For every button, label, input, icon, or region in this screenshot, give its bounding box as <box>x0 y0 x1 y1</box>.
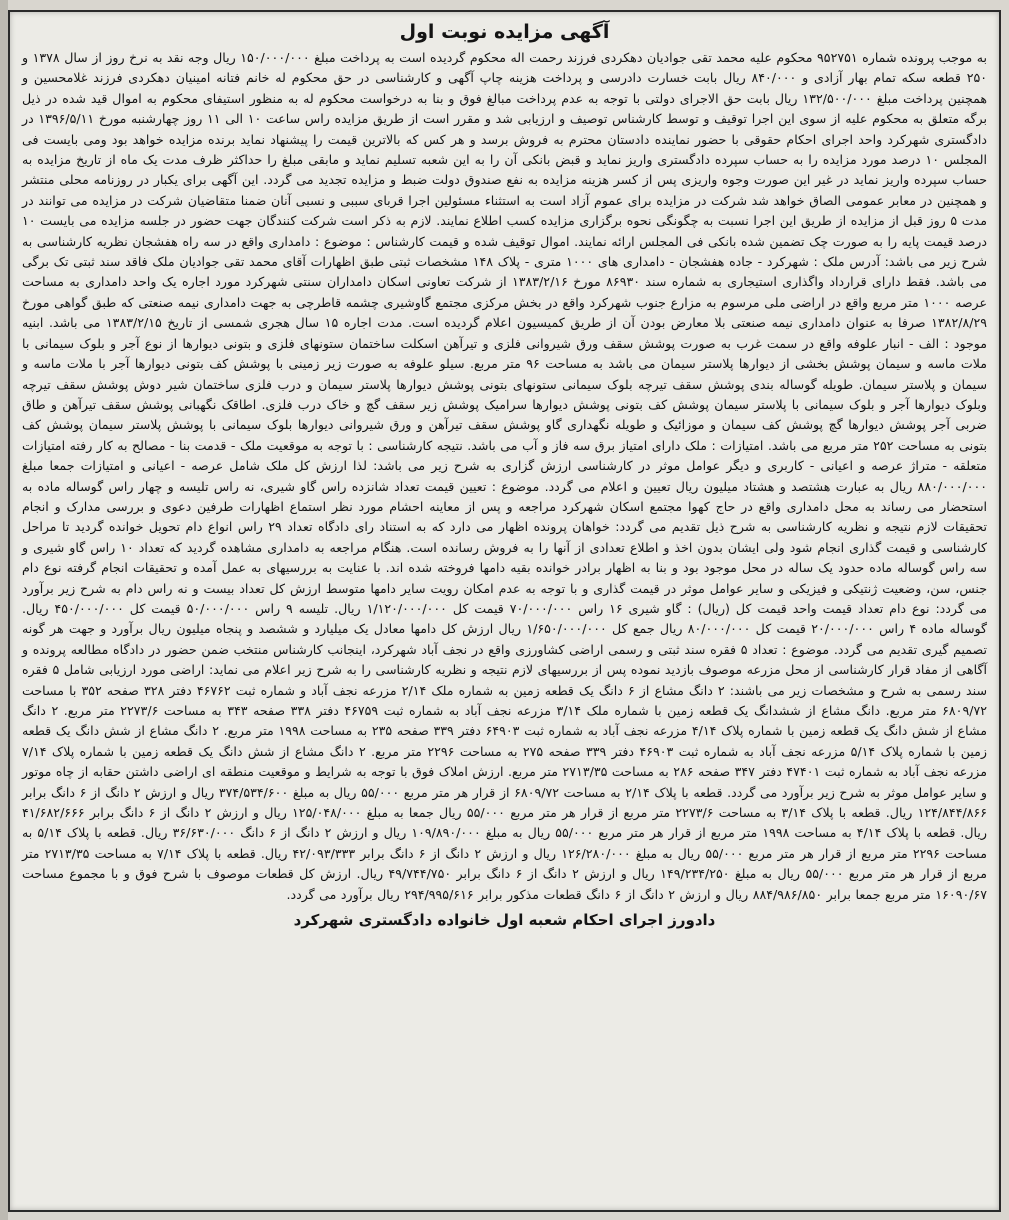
notice-signature: دادورز اجرای احکام شعبه اول خانواده دادگستری شهرکرد <box>293 911 716 930</box>
scan-edge <box>0 0 8 1220</box>
notice-title: آگهی مزایده نوبت اول <box>399 21 610 43</box>
auction-notice <box>8 10 1001 1212</box>
notice-body: به موجب پرونده شماره ۹۵۲۷۵۱ محکوم علیه محمد تقی جوادیان دهکردی فرزند رحمت اله محکوم گردیده است به پرداخت مبلغ ۱۵۰/۰۰۰/۰۰۰ ریال وجه نقد به نرخ روز از سال ۱۳۷۸ و ۲۵۰ قطعه سکه تمام بهار آزادی و ۸۴۰/۰۰۰ ریال بابت خسارت دادرسی و پرداخت هزینه چاپ آگهی و کارشناسی در حق محکوم له خانم فتانه امینیان دهکردی فرزند غلامحسین و همچنین پرداخت مبلغ ۱۳۲/۵۰۰/۰۰۰ ریال بابت حق الاجرای دولتی با توجه به عدم پرداخت مبالغ فوق و بنا به درخواست محکوم له به منظور استیفای محکوم به اموال قید شده در ذیل برگه متعلق به محکوم علیه از سوی این اجرا توقیف و توسط کارشناس توصیف و ارزیابی شد و مقرر است از طریق مزایده راس ساعت ۱۰ الی ۱۱ روز چهارشنبه مورخ ۱۳۹۶/۵/۱۱ در دادگستری شهرکرد واحد اجرای احکام حقوقی با حضور نماینده دادستان محترم به فروش برسد و هر کس که بالاترین قیمت را پیشنهاد نماید برنده مزایده خواهد بود ومی بایست فی المجلس ۱۰ درصد مورد مزایده را به حساب سپرده دادگستری واریز نماید و قبض بانکی آن را به این شعبه تسلیم نماید و مابقی مبلغ را حداکثر ظرف مدت یک ماه از تاریخ مزایده به حساب سپرده واریز نماید در غیر این صورت وجوه واریزی پس از کسر هزینه مزایده به نفع صندوق دولت ضبط و مزایده تجدید می گردد. این آگهی برای یکبار در روزنامه محلی منتشر و همچنین در معابر عمومی الصاق خواهد شد شرکت در مزایده برای عموم آزاد است به استثناء مسئولین اجرا قربای سببی و نسبی آنان ضمنا متقاضیان شرکت در مزایده می توانند در مدت ۵ روز قبل از مزایده از طریق این اجرا نسبت به چگونگی نحوه برگزاری مزایده کسب اطلاع نمایند. لازم به ذکر است شرکت کنندگان جهت حضور در جلسه مزایده می بایست ۱۰ درصد قیمت پایه را به صورت چک تضمین شده بانکی فی المجلس ارائه نمایند. اموال توقیف شده و قیمت کارشناس : موضوع : دامداری واقع در سه راه هفشجان نظریه کارشناسی به شرح زیر می باشد: آدرس ملک : شهرکرد - جاده هفشجان - دامداری های ۱۰۰۰ متری - پلاک ۱۴۸ مشخصات ثبتی طبق اظهارات آقای محمد تقی جوادیان ملک فاقد سند ثبتی تک برگی می باشد. فقط دارای قرارداد واگذاری استیجاری به شماره سند ۸۶۹۳۰ مورخ ۱۳۸۳/۲/۱۶ از شرکت تعاونی اسکان دامداران سنتی شهرکرد مورد اجاره یک واحد دامداری به مساحت عرصه ۱۰۰۰ متر مربع واقع در اراضی ملی مرسوم به مزارع جنوب شهرکرد واقع در بخش مرکزی مجتمع گاوشیری چشمه قاطرچی به جهت دامداری نیمه صنعتی که طبق گواهی مورخ ۱۳۸۲/۸/۲۹ صرفا به عنوان دامداری نیمه صنعتی بلا معارض بودن آن از طریق کمیسیون اعلام گردیده است. مدت اجاره ۱۵ سال هجری شمسی از تاریخ ۱۳۸۳/۲/۱۵ می باشد. ابنیه موجود : الف - انبار علوفه واقع در سمت غرب به صورت پوشش سقف ورق شیروانی فلزی و تیرآهن اسکلت ساختمان ستونهای فلزی و بتونی دیوارها از نوع آجر و بلوک سیمانی با ملات ماسه و سیمان پوشش بخشی از دیوارها پلاستر سیمان می باشد به مساحت ۹۶ متر مربع. سیلو علوفه به صورت زیر زمینی با پوشش کف بتونی دیوارها آجر با ملات ماسه و سیمان و پلاستر سیمان. طویله گوساله بندی پوشش سقف تیرچه بلوک سیمانی ستونهای بتونی پوشش دیوارها پلاستر سیمان و درب فلزی ساختمان شیر دوش پوشش سقف تیرچه وبلوک دیوارها آجر و بلوک سیمانی با پلاستر سیمان پوشش کف بتونی پوشش دیوارها سرامیک پوشش زیر سقف گچ و خاک درب فلزی. اطاقک نگهبانی پوشش سقف تیرآهن و طاق ضربی آجر پوشش دیوارها گچ پوشش کف سیمان و موزائیک و طویله نگهداری گاو پوشش سقف تیرآهن و ورق شیروانی دیوارها بلوک سیمانی با پوشش پلاستر سیمان پوشش کف بتونی به مساحت ۲۵۲ متر مربع می باشد. امتیازات : ملک دارای امتیاز برق سه فاز و آب می باشد. نتیجه کارشناسی : با توجه به موقعیت ملک - قدمت بنا - مصالح به کار رفته امتیازات متعلقه - متراژ عرصه و اعیانی - کاربری و دیگر عوامل موثر در کارشناسی ارزش گزاری به شرح زیر می باشد: لذا ارزش کل ملک شامل عرصه - اعیانی و امتیازات جمعا مبلغ ۸۸۰/۰۰۰/۰۰۰ ریال به عبارت هشتصد و هشتاد میلیون ریال تعیین و اعلام می گردد. موضوع : تعیین قیمت تعداد شانزده راس گاو شیری، نه راس تلیسه و چهار راس گوساله ماده به استحضار می رساند به محل دامداری واقع در حاج کهوا مجتمع اسکان شهرکرد مراجعه و پس از معاینه احشام مورد نظر استماع اظهارات طرفین دعوی و بررسی مدارک و انجام تحقیقات لازم نتیجه و نظریه کارشناسی به شرح ذیل تقدیم می گردد: خواهان پرونده اظهار می دارد که به استناد رای دادگاه تعداد ۲۹ راس انواع دام تحویل خوانده گردید تا مراحل کارشناسی و قیمت گذاری انجام شود ولی ایشان بدون اخذ و اطلاع تعدادی از آنها را به فروش رسانده است. هنگام مراجعه به دامداری مشاهده گردید که تعداد ۱۰ راس گاو شیری و سه راس گوساله ماده حدود یک ساله در محل موجود بود و بنا به اظهار برادر خوانده بقیه دامها فروخته شده اند. با عنایت به بررسیهای به عمل آمده و تحقیقات انجام گرفته نوع دام جنس، سن، وضعیت ژنتیکی و فیزیکی و سایر عوامل موثر در قیمت گذاری و با توجه به عدم امکان رویت سایر دامها متوسط ارزش کل تعداد بیست و نه راس دام به شرح زیر برآورد می گردد: نوع دام تعداد قیمت واحد قیمت کل (ریال) : گاو شیری ۱۶ راس ۷۰/۰۰۰/۰۰۰ قیمت کل ۱/۱۲۰/۰۰۰/۰۰۰ ریال. تلیسه ۹ راس ۵۰/۰۰۰/۰۰۰ قیمت کل ۴۵۰/۰۰۰/۰۰۰ ریال. گوساله ماده ۴ راس ۲۰/۰۰۰/۰۰۰ قیمت کل ۸۰/۰۰۰/۰۰۰ ریال جمع کل ۱/۶۵۰/۰۰۰/۰۰۰ ریال ارزش کل دامها معادل یک میلیارد و ششصد و پنجاه میلیون ریال برآورد و جهت هر گونه تصمیم گیری تقدیم می گردد. موضوع : تعداد ۵ فقره سند ثبتی و رسمی اراضی کشاورزی واقع در نجف آباد شهرکرد، اینجانب کارشناس منتخب ضمن حضور در دادگاه مطالعه پرونده و آگاهی از مفاد قرار کارشناسی از محل مزرعه موصوف بازدید نموده پس از بررسیهای لازم نتیجه و نظریه کارشناسی را به شرح زیر اعلام می نماید: اراضی مورد ارزیابی شامل ۵ فقره سند رسمی به شرح و مشخصات زیر می باشند: ۲ دانگ مشاع از ۶ دانگ یک قطعه زمین به شماره ملک ۲/۱۴ مزرعه نجف آباد و شماره ثبت ۴۶۷۶۲ دفتر ۳۲۸ صفحه ۳۵۲ با مساحت ۶۸۰۹/۷۲ متر مربع. دانگ مشاع از ششدانگ یک قطعه زمین با شماره ملک ۳/۱۴ مزرعه نجف آباد به شماره ثبت ۴۶۷۵۹ دفتر ۳۳۸ صفحه ۳۴۳ به مساحت ۲۲۷۳/۶ متر مربع. ۲ دانگ مشاع از شش دانگ یک قطعه زمین با شماره پلاک ۴/۱۴ مزرعه نجف آباد به شماره ثبت ۶۴۹۰۳ دفتر ۳۳۹ صفحه ۲۳۵ به مساحت ۱۹۹۸ متر مربع. ۲ دانگ مشاع از شش دانگ یک قطعه زمین با شماره پلاک ۵/۱۴ مزرعه نجف آباد به شماره ثبت ۴۶۹۰۳ دفتر ۳۳۹ صفحه ۲۷۵ به مساحت ۲۲۹۶ متر مربع. ۲ دانگ مشاع از شش دانگ یک قطعه زمین با شماره پلاک ۷/۱۴ مزرعه نجف آباد به شماره ثبت ۴۷۴۰۱ دفتر ۳۴۷ صفحه ۲۸۶ به مساحت ۲۷۱۳/۳۵ متر مربع. ارزش املاک فوق با توجه به شرایط و موقعیت منطقه ای اراضی داشتن حقابه از چاه موتور و سایر عوامل موثر به شرح زیر برآورد می گردد. قطعه با پلاک ۲/۱۴ به مساحت ۶۸۰۹/۷۲ از قرار هر متر مربع ۵۵/۰۰۰ ریال به مبلغ ۳۷۴/۵۳۴/۶۰۰ ریال و ارزش ۲ دانگ از ۶ دانگ برابر ۱۲۴/۸۴۴/۸۶۶ ریال. قطعه با پلاک ۳/۱۴ به مساحت ۲۲۷۳/۶ متر مربع از قرار هر متر مربع ۵۵/۰۰۰ ریال جمعا به مبلغ ۱۲۵/۰۴۸/۰۰۰ ریال و ارزش ۲ دانگ از ۶ دانگ برابر ۴۱/۶۸۲/۶۶۶ ریال. قطعه با پلاک ۴/۱۴ به مساحت ۱۹۹۸ متر مربع از قرار هر متر مربع ۵۵/۰۰۰ ریال به مبلغ ۱۰۹/۸۹۰/۰۰۰ ریال و ارزش ۲ دانگ از ۶ دانگ ۳۶/۶۳۰/۰۰۰ ریال. قطعه با پلاک ۵/۱۴ به مساحت ۲۲۹۶ متر مربع از قرار هر متر مربع ۵۵/۰۰۰ ریال به مبلغ ۱۲۶/۲۸۰/۰۰۰ ریال و ارزش ۲ دانگ از ۶ دانگ برابر ۴۲/۰۹۳/۳۳۳ ریال. قطعه با پلاک ۷/۱۴ به مساحت ۲۷۱۳/۳۵ متر مربع از قرار هر متر مربع ۵۵/۰۰۰ ریال به مبلغ ۱۴۹/۲۳۴/۲۵۰ ریال و ارزش ۲ دانگ از ۶ دانگ برابر ۴۹/۷۴۴/۷۵۰ ریال. ارزش کل قطعات موصوف با شرح فوق و با مجموع مساحت ۱۶۰۹۰/۶۷ متر مربع جمعا برابر ۸۸۴/۹۸۶/۸۵۰ ریال و ارزش ۲ دانگ از ۶ دانگ قطعات مذکور برابر ۲۹۴/۹۹۵/۶۱۶ ریال برآورد می گردد. <box>22 50 988 902</box>
